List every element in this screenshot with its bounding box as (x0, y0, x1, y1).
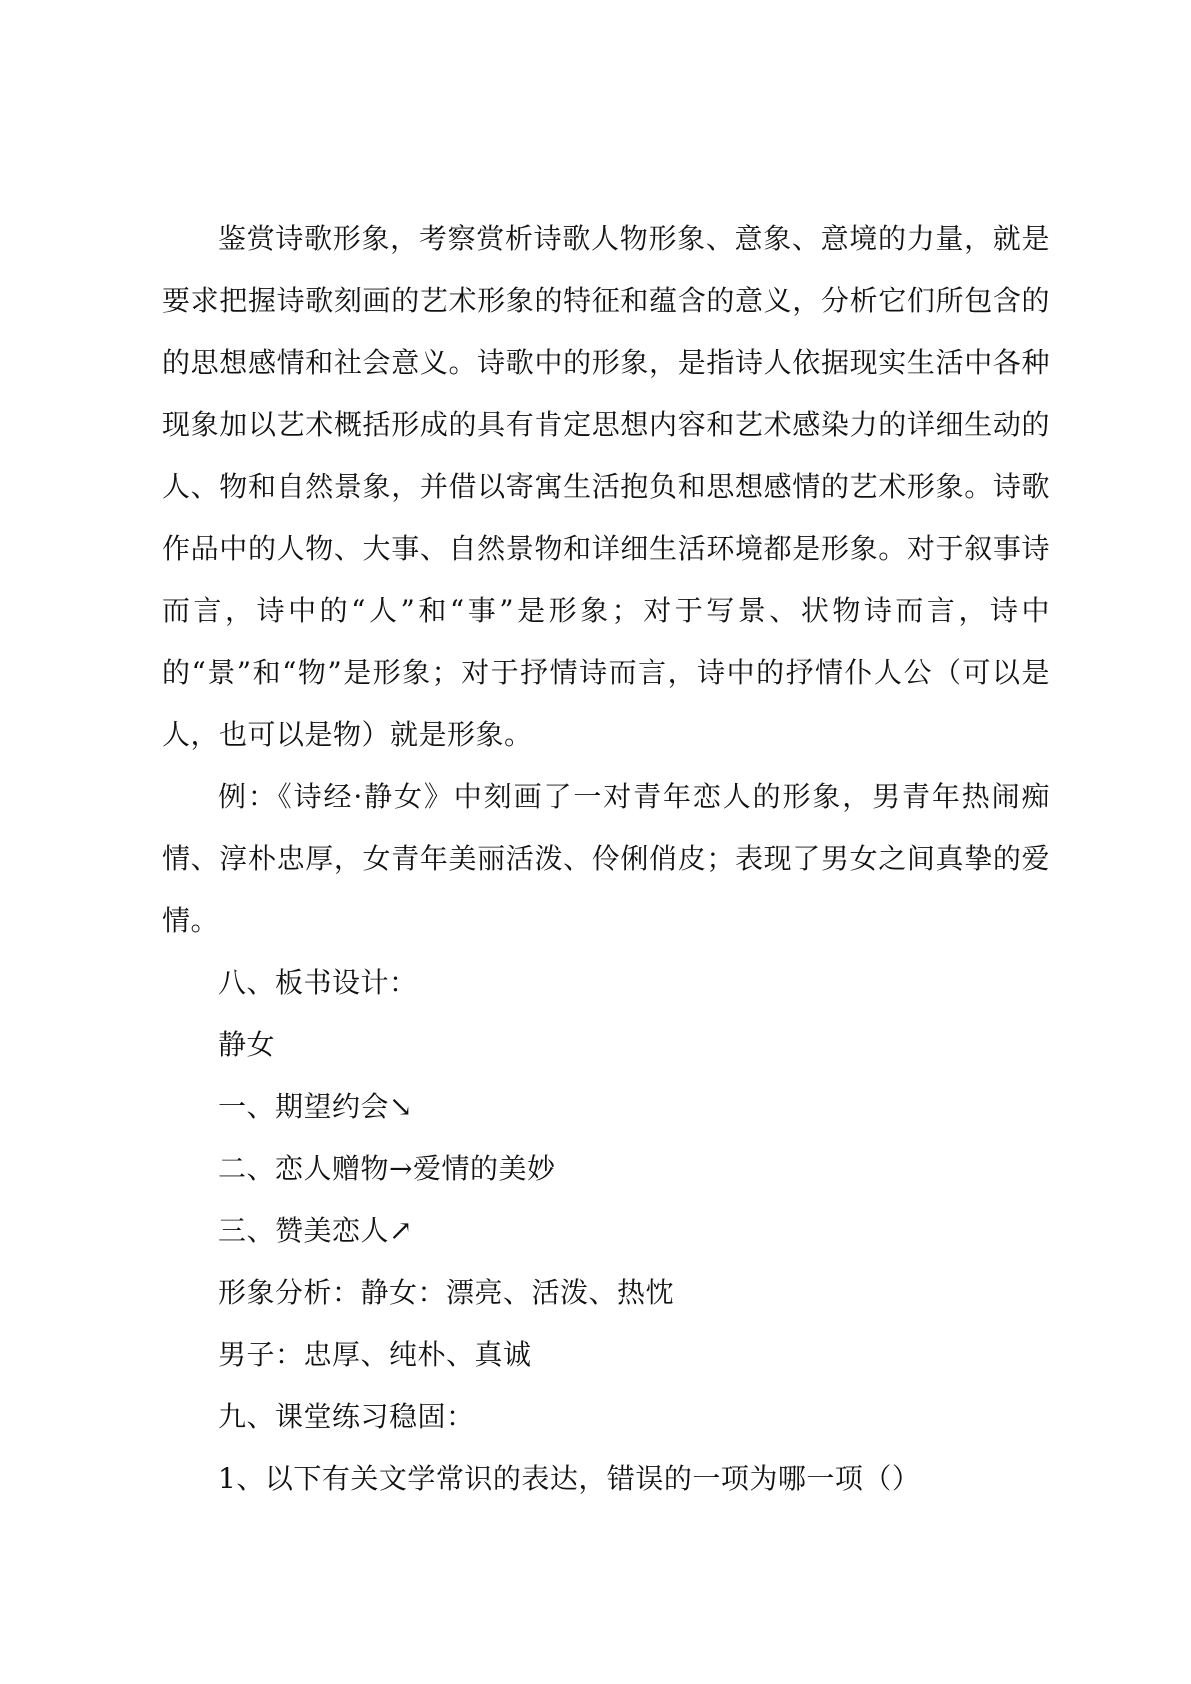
analysis-female: 形象分析：静女：漂亮、活泼、热忱 (218, 1276, 675, 1309)
board-item-1: 一、期望约会↘ (218, 1090, 413, 1123)
board-item-3: 三、赞美恋人↗ (218, 1214, 413, 1247)
analysis-male: 男子：忠厚、纯朴、真诚 (218, 1338, 532, 1371)
board-title: 静女 (218, 1028, 276, 1061)
paragraph-poetry-imagery: 鉴赏诗歌形象，考察赏析诗歌人物形象、意象、意境的力量，就是要求把握诗歌刻画的艺术形象的特征和蕴含的意义，分析它们所包含的的思想感情和社会意义。诗歌中的形象，是指诗人依据现实生活中各种现象加以艺术概括形成的具有肯定思想内容和艺术感染力的详细生动的人、物和自然景象，并借以寄寓生活抱负和思想感情的艺术形象。诗歌作品中的人物、大事、自然景物和详细生活环境都是形象。对于叙事诗而言，诗中的“人”和“事”是形象；对于写景、状物诗而言，诗中的“景”和“物”是形象；对于抒情诗而言，诗中的抒情仆人公（可以是人，也可以是物）就是形象。 (162, 222, 1050, 751)
exercise-question-1: 1、以下有关文学常识的表达，错误的一项为哪一项（） (218, 1462, 921, 1495)
paragraph-example: 例：《诗经·静女》中刻画了一对青年恋人的形象，男青年热闹痴情、淳朴忠厚，女青年美丽活泼、伶俐俏皮；表现了男女之间真挚的爱情。 (162, 780, 1050, 937)
document-page (162, 208, 1050, 1510)
section-heading-exercise: 九、课堂练习稳固： (218, 1400, 475, 1433)
board-item-2: 二、恋人赠物→爱情的美妙 (218, 1152, 556, 1185)
section-heading-board-design: 八、板书设计： (218, 966, 418, 999)
